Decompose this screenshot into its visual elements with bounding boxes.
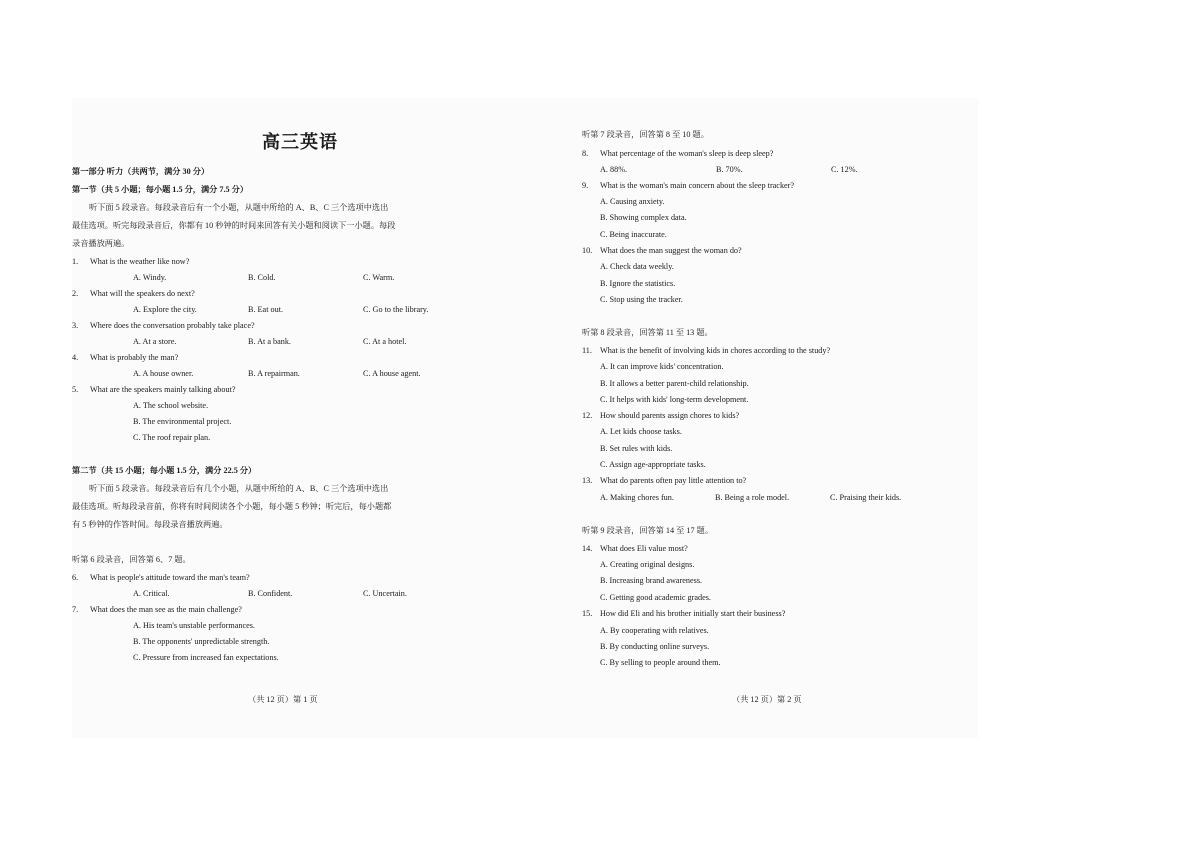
option-b[interactable]: B. By conducting online surveys. [600, 642, 710, 651]
question-text: How did Eli and his brother initially start their business? [600, 609, 786, 618]
question-8: 8. What percentage of the woman's sleep is deep sleep? [582, 149, 774, 158]
question-9: 9. What is the woman's main concern about the sleep tracker? [582, 181, 795, 190]
section1-instruction-line: 最佳选项。听完每段录音后，你都有 10 秒钟的时间来回答有关小题和阅读下一小题。每段 [72, 221, 396, 230]
option-c[interactable]: C. 12%. [831, 165, 858, 174]
question-text: What is people's attitude toward the man's team? [90, 573, 250, 582]
page-footer: （共 12 页）第 1 页 [248, 695, 318, 704]
option-a[interactable]: A. By cooperating with relatives. [600, 626, 709, 635]
option-c[interactable]: C. Warm. [363, 273, 395, 282]
question-text: What is the benefit of involving kids in chores according to the study? [600, 346, 831, 355]
question-text: How should parents assign chores to kids? [600, 411, 740, 420]
option-c[interactable]: C. Assign age-appropriate tasks. [600, 460, 706, 469]
option-c[interactable]: C. A house agent. [363, 369, 421, 378]
option-b[interactable]: B. 70%. [716, 165, 743, 174]
question-10: 10. What does the man suggest the woman do? [582, 246, 742, 255]
option-b[interactable]: B. Ignore the statistics. [600, 279, 676, 288]
option-c[interactable]: C. It helps with kids' long-term development. [600, 395, 749, 404]
option-b[interactable]: B. Eat out. [248, 305, 284, 314]
option-b[interactable]: B. Set rules with kids. [600, 444, 673, 453]
exam-sheet [72, 98, 978, 738]
question-text: Where does the conversation probably take place? [90, 321, 255, 330]
option-b[interactable]: B. It allows a better parent-child relationship. [600, 379, 749, 388]
option-c[interactable]: C. Stop using the tracker. [600, 295, 683, 304]
recording-6-label: 听第 6 段录音，回答第 6、7 题。 [72, 555, 191, 564]
question-14: 14. What does Eli value most? [582, 544, 688, 553]
question-text: What is the weather like now? [90, 257, 190, 266]
question-text: What is probably the man? [90, 353, 179, 362]
option-b[interactable]: B. The environmental project. [133, 417, 232, 426]
question-13: 13. What do parents often pay little attention to? [582, 476, 747, 485]
option-a[interactable]: A. The school website. [133, 401, 209, 410]
question-text: What is the woman's main concern about the sleep tracker? [600, 181, 795, 190]
option-a[interactable]: A. At a store. [133, 337, 177, 346]
option-b[interactable]: B. A repairman. [248, 369, 300, 378]
option-a[interactable]: A. Making chores fun. [600, 493, 674, 502]
question-4: 4. What is probably the man? [72, 353, 179, 362]
section2-instruction-line: 有 5 秒钟的作答时间。每段录音播放两遍。 [72, 520, 228, 529]
question-3: 3. Where does the conversation probably take place? [72, 321, 255, 330]
question-2: 2. What will the speakers do next? [72, 289, 195, 298]
section1-instruction-line: 录音播放两遍。 [72, 239, 130, 248]
option-b[interactable]: B. Being a role model. [715, 493, 790, 502]
option-a[interactable]: A. Causing anxiety. [600, 197, 665, 206]
question-6: 6. What is people's attitude toward the man's team? [72, 573, 250, 582]
option-c[interactable]: C. At a hotel. [363, 337, 407, 346]
option-c[interactable]: C. By selling to people around them. [600, 658, 721, 667]
question-11: 11. What is the benefit of involving kids in chores according to the study? [582, 346, 831, 355]
question-text: What does the man suggest the woman do? [600, 246, 742, 255]
option-c[interactable]: C. Go to the library. [363, 305, 429, 314]
recording-8-label: 听第 8 段录音，回答第 11 至 13 题。 [582, 328, 713, 337]
question-1: 1. What is the weather like now? [72, 257, 190, 266]
option-a[interactable]: A. A house owner. [133, 369, 194, 378]
recording-9-label: 听第 9 段录音，回答第 14 至 17 题。 [582, 526, 714, 535]
option-b[interactable]: B. Cold. [248, 273, 276, 282]
option-a[interactable]: A. His team's unstable performances. [133, 621, 255, 630]
question-text: What does Eli value most? [600, 544, 688, 553]
question-text: What does the man see as the main challenge? [90, 605, 242, 614]
option-c[interactable]: C. Pressure from increased fan expectations. [133, 653, 279, 662]
question-text: What percentage of the woman's sleep is deep sleep? [600, 149, 774, 158]
section2-heading: 第二节（共 15 小题；每小题 1.5 分，满分 22.5 分） [72, 466, 257, 475]
option-b[interactable]: B. Showing complex data. [600, 213, 687, 222]
section2-instruction-line: 听下面 5 段录音。每段录音后有几个小题，从题中所给的 A、B、C 三个选项中选出 [89, 484, 389, 493]
option-c[interactable]: C. Uncertain. [363, 589, 407, 598]
page-footer: （共 12 页）第 2 页 [732, 695, 802, 704]
option-a[interactable]: A. Creating original designs. [600, 560, 695, 569]
option-a[interactable]: A. Explore the city. [133, 305, 197, 314]
option-a[interactable]: A. Windy. [133, 273, 167, 282]
option-c[interactable]: C. Being inaccurate. [600, 230, 667, 239]
option-b[interactable]: B. The opponents' unpredictable strength. [133, 637, 270, 646]
option-a[interactable]: A. Let kids choose tasks. [600, 427, 682, 436]
option-c[interactable]: C. The roof repair plan. [133, 433, 211, 442]
question-text: What do parents often pay little attention to? [600, 476, 747, 485]
option-a[interactable]: A. Check data weekly. [600, 262, 674, 271]
option-a[interactable]: A. It can improve kids' concentration. [600, 362, 724, 371]
section2-instruction-line: 最佳选项。听每段录音前，你将有时间阅读各个小题，每小题 5 秒钟；听完后，每小题都 [72, 502, 392, 511]
question-text: What are the speakers mainly talking about? [90, 385, 236, 394]
section1-heading: 第一节（共 5 小题；每小题 1.5 分，满分 7.5 分） [72, 185, 249, 194]
recording-7-label: 听第 7 段录音，回答第 8 至 10 题。 [582, 130, 709, 139]
section1-instruction-line: 听下面 5 段录音。每段录音后有一个小题，从题中所给的 A、B、C 三个选项中选出 [89, 203, 389, 212]
exam-title: 高三英语 [262, 132, 338, 153]
question-15: 15. How did Eli and his brother initially start their business? [582, 609, 786, 618]
option-b[interactable]: B. At a bank. [248, 337, 291, 346]
question-text: What will the speakers do next? [90, 289, 195, 298]
option-a[interactable]: A. Critical. [133, 589, 170, 598]
question-7: 7. What does the man see as the main challenge? [72, 605, 242, 614]
question-12: 12. How should parents assign chores to kids? [582, 411, 740, 420]
option-c[interactable]: C. Praising their kids. [830, 493, 902, 502]
option-a[interactable]: A. 88%. [600, 165, 628, 174]
option-b[interactable]: B. Confident. [248, 589, 293, 598]
question-5: 5. What are the speakers mainly talking about? [72, 385, 236, 394]
option-c[interactable]: C. Getting good academic grades. [600, 593, 711, 602]
part1-heading: 第一部分 听力（共两节，满分 30 分） [72, 167, 210, 176]
option-b[interactable]: B. Increasing brand awareness. [600, 576, 703, 585]
